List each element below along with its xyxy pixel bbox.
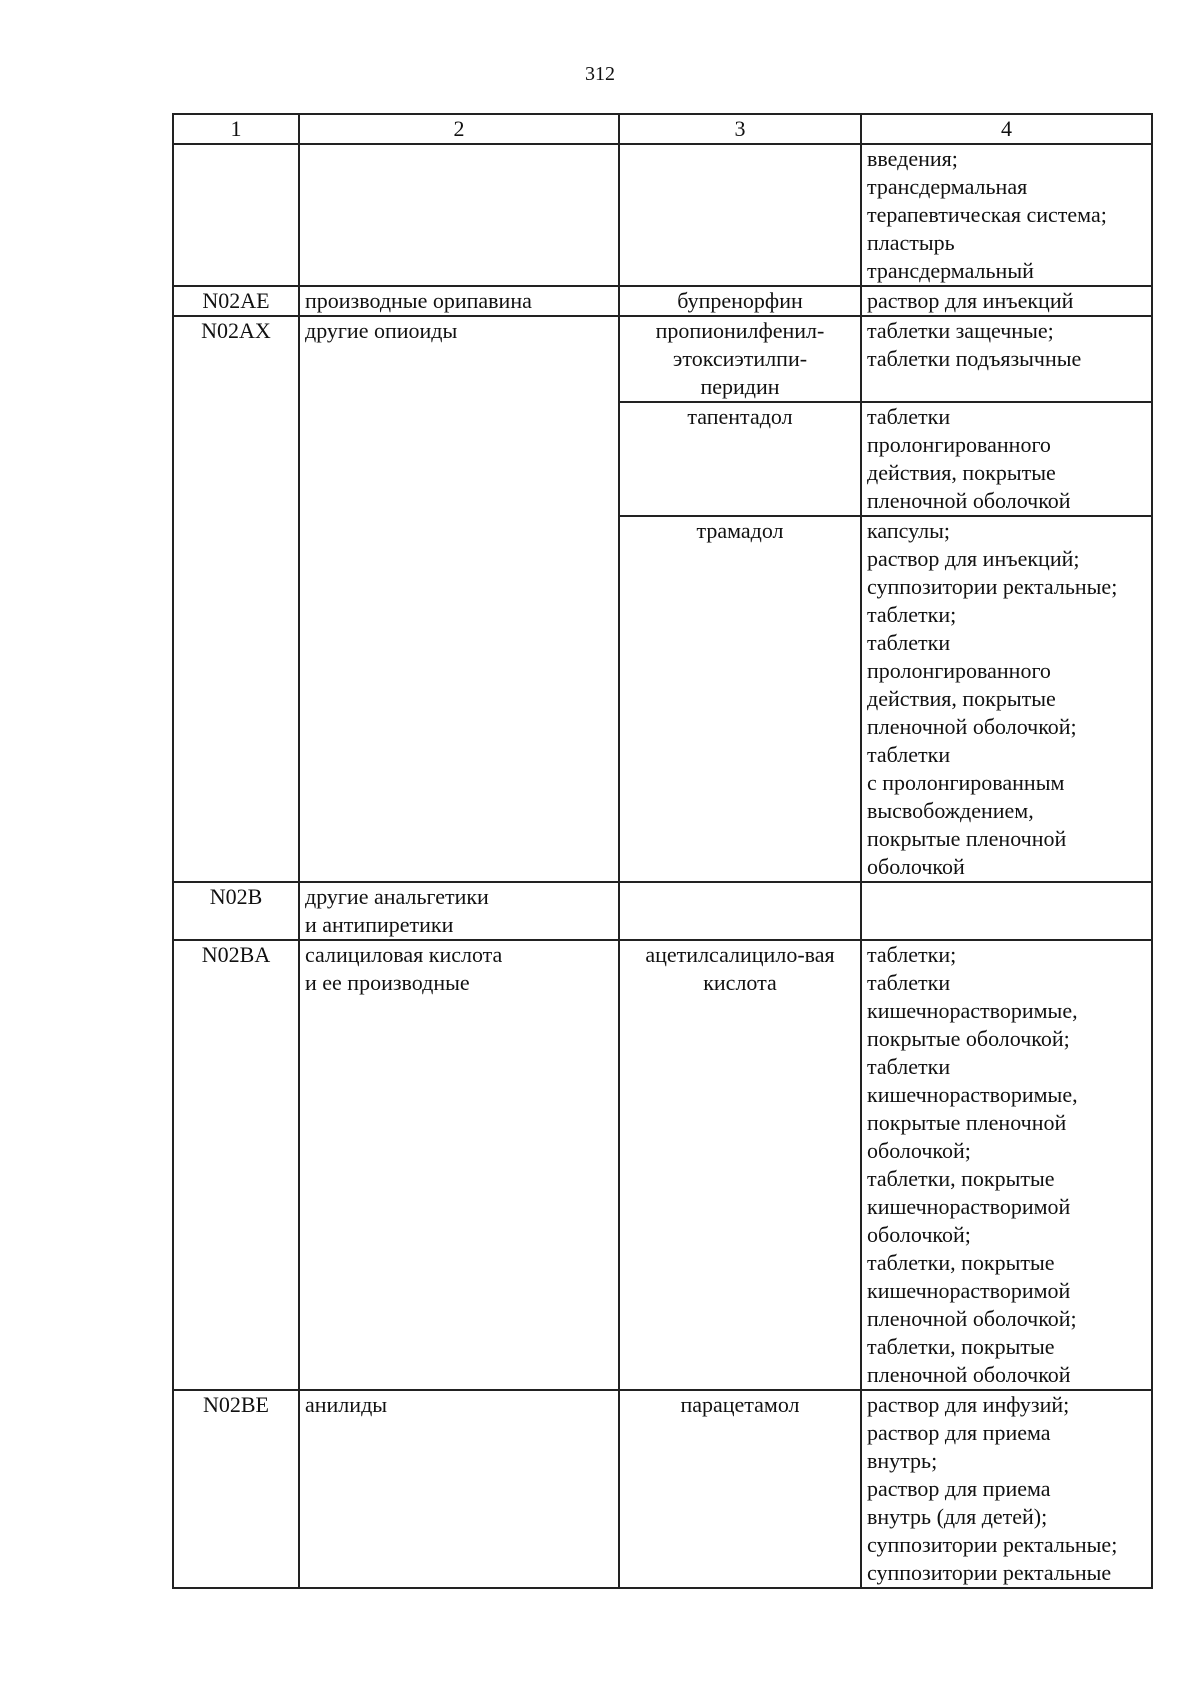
group-name-line: производные орипавина bbox=[305, 288, 532, 313]
dosage-forms-cell bbox=[861, 144, 1152, 286]
dosage-form-line: пластырь bbox=[867, 230, 955, 255]
dosage-form-line: оболочкой bbox=[867, 854, 965, 879]
dosage-form-line: раствор для инфузий; bbox=[867, 1392, 1070, 1417]
dosage-form-line: таблетки, покрытые bbox=[867, 1166, 1055, 1191]
dosage-form-line: таблетки подъязычные bbox=[867, 346, 1082, 371]
drug-name-cell bbox=[619, 940, 861, 1390]
atc-code-cell: N02BA bbox=[173, 940, 299, 1390]
drug-name-cell bbox=[619, 402, 861, 516]
dosage-form-line: покрытые оболочкой; bbox=[867, 1026, 1070, 1051]
dosage-form-line: кишечнорастворимой bbox=[867, 1194, 1071, 1219]
group-name-cell bbox=[299, 144, 619, 286]
group-name-line: другие опиоиды bbox=[305, 318, 458, 343]
table-row bbox=[173, 882, 1152, 940]
dosage-form-line: таблетки; bbox=[867, 942, 957, 967]
table-row bbox=[173, 1390, 1152, 1588]
dosage-form-line: таблетки bbox=[867, 970, 951, 995]
group-name-line: анилиды bbox=[305, 1392, 388, 1417]
atc-code-cell bbox=[173, 144, 299, 286]
dosage-form-line: пленочной оболочкой bbox=[867, 1362, 1071, 1387]
dosage-forms-cell bbox=[861, 316, 1152, 402]
column-header-3: 3 bbox=[619, 114, 861, 144]
dosage-forms-cell bbox=[861, 940, 1152, 1390]
column-header-1: 1 bbox=[173, 114, 299, 144]
dosage-form-line: высвобождением, bbox=[867, 798, 1034, 823]
drug-name-line: этоксиэтилпи- bbox=[672, 346, 808, 371]
dosage-form-line: пленочной оболочкой; bbox=[867, 714, 1077, 739]
table-header bbox=[173, 114, 1152, 144]
dosage-form-line: суппозитории ректальные; bbox=[867, 574, 1118, 599]
drug-name-line: парацетамол bbox=[680, 1392, 800, 1417]
header-row bbox=[173, 114, 1152, 144]
group-name-cell bbox=[299, 882, 619, 940]
table-body bbox=[173, 144, 1152, 1588]
column-header-2: 2 bbox=[299, 114, 619, 144]
drug-classification-table bbox=[172, 113, 1153, 1589]
atc-code-cell: N02AX bbox=[173, 316, 299, 882]
dosage-form-line: трансдермальная bbox=[867, 174, 1028, 199]
dosage-form-line: действия, покрытые bbox=[867, 460, 1056, 485]
drug-name-cell bbox=[619, 1390, 861, 1588]
dosage-form-line: таблетки, покрытые bbox=[867, 1250, 1055, 1275]
drug-name-cell bbox=[619, 882, 861, 940]
column-header-4: 4 bbox=[861, 114, 1152, 144]
dosage-forms-cell bbox=[861, 516, 1152, 882]
dosage-form-line: кишечнорастворимые, bbox=[867, 998, 1078, 1023]
dosage-form-line: капсулы; bbox=[867, 518, 950, 543]
drug-name-line: трамадол bbox=[696, 518, 784, 543]
drug-name-cell bbox=[619, 316, 861, 402]
drug-name-cell bbox=[619, 286, 861, 316]
drug-name-line: пропионилфенил- bbox=[655, 318, 825, 343]
dosage-form-line: суппозитории ректальные bbox=[867, 1560, 1112, 1585]
dosage-forms-cell bbox=[861, 1390, 1152, 1588]
drug-name-line: кислота bbox=[703, 970, 777, 995]
dosage-form-line: кишечнорастворимые, bbox=[867, 1082, 1078, 1107]
drug-name-cell bbox=[619, 516, 861, 882]
dosage-form-line: действия, покрытые bbox=[867, 686, 1056, 711]
dosage-form-line: покрытые пленочной bbox=[867, 1110, 1067, 1135]
dosage-form-line: суппозитории ректальные; bbox=[867, 1532, 1118, 1557]
dosage-form-line: раствор для инъекций bbox=[867, 288, 1074, 313]
dosage-forms-cell bbox=[861, 882, 1152, 940]
group-name-line: и антипиретики bbox=[305, 912, 454, 937]
dosage-form-line: оболочкой; bbox=[867, 1222, 971, 1247]
dosage-form-line: таблетки bbox=[867, 742, 951, 767]
drug-name-line: перидин bbox=[700, 374, 780, 399]
dosage-form-line: таблетки bbox=[867, 1054, 951, 1079]
dosage-form-line: таблетки bbox=[867, 404, 951, 429]
dosage-form-line: пролонгированного bbox=[867, 658, 1051, 683]
dosage-forms-cell bbox=[861, 286, 1152, 316]
drug-name-cell bbox=[619, 144, 861, 286]
dosage-form-line: введения; bbox=[867, 146, 958, 171]
table-row bbox=[173, 940, 1152, 1390]
dosage-form-line: покрытые пленочной bbox=[867, 826, 1067, 851]
drug-name-line: тапентадол bbox=[687, 404, 793, 429]
atc-code-cell: N02BE bbox=[173, 1390, 299, 1588]
dosage-form-line: раствор для приема bbox=[867, 1420, 1051, 1445]
atc-code-cell: N02B bbox=[173, 882, 299, 940]
page-number: 312 bbox=[585, 63, 615, 85]
table-row bbox=[173, 286, 1152, 316]
dosage-form-line: пленочной оболочкой bbox=[867, 488, 1071, 513]
dosage-form-line: таблетки защечные; bbox=[867, 318, 1054, 343]
dosage-form-line: кишечнорастворимой bbox=[867, 1278, 1071, 1303]
dosage-form-line: таблетки bbox=[867, 630, 951, 655]
dosage-form-line: трансдермальный bbox=[867, 258, 1034, 283]
table-row bbox=[173, 144, 1152, 286]
dosage-form-line: раствор для приема bbox=[867, 1476, 1051, 1501]
dosage-forms-cell bbox=[861, 402, 1152, 516]
dosage-form-line: таблетки, покрытые bbox=[867, 1334, 1055, 1359]
dosage-form-line: оболочкой; bbox=[867, 1138, 971, 1163]
group-name-cell bbox=[299, 286, 619, 316]
drug-name-line: ацетилсалицило-вая bbox=[645, 942, 835, 967]
dosage-form-line: терапевтическая система; bbox=[867, 202, 1107, 227]
group-name-line: другие анальгетики bbox=[305, 884, 489, 909]
atc-code-cell: N02AE bbox=[173, 286, 299, 316]
dosage-form-line: пролонгированного bbox=[867, 432, 1051, 457]
group-name-cell bbox=[299, 316, 619, 882]
group-name-line: и ее производные bbox=[305, 970, 470, 995]
group-name-cell bbox=[299, 1390, 619, 1588]
dosage-form-line: раствор для инъекций; bbox=[867, 546, 1080, 571]
dosage-form-line: таблетки; bbox=[867, 602, 957, 627]
table-row bbox=[173, 316, 1152, 402]
dosage-form-line: внутрь; bbox=[867, 1448, 938, 1473]
group-name-cell bbox=[299, 940, 619, 1390]
group-name-line: салициловая кислота bbox=[305, 942, 503, 967]
drug-name-line: бупренорфин bbox=[677, 288, 803, 313]
dosage-form-line: пленочной оболочкой; bbox=[867, 1306, 1077, 1331]
dosage-form-line: внутрь (для детей); bbox=[867, 1504, 1048, 1529]
dosage-form-line: с пролонгированным bbox=[867, 770, 1065, 795]
